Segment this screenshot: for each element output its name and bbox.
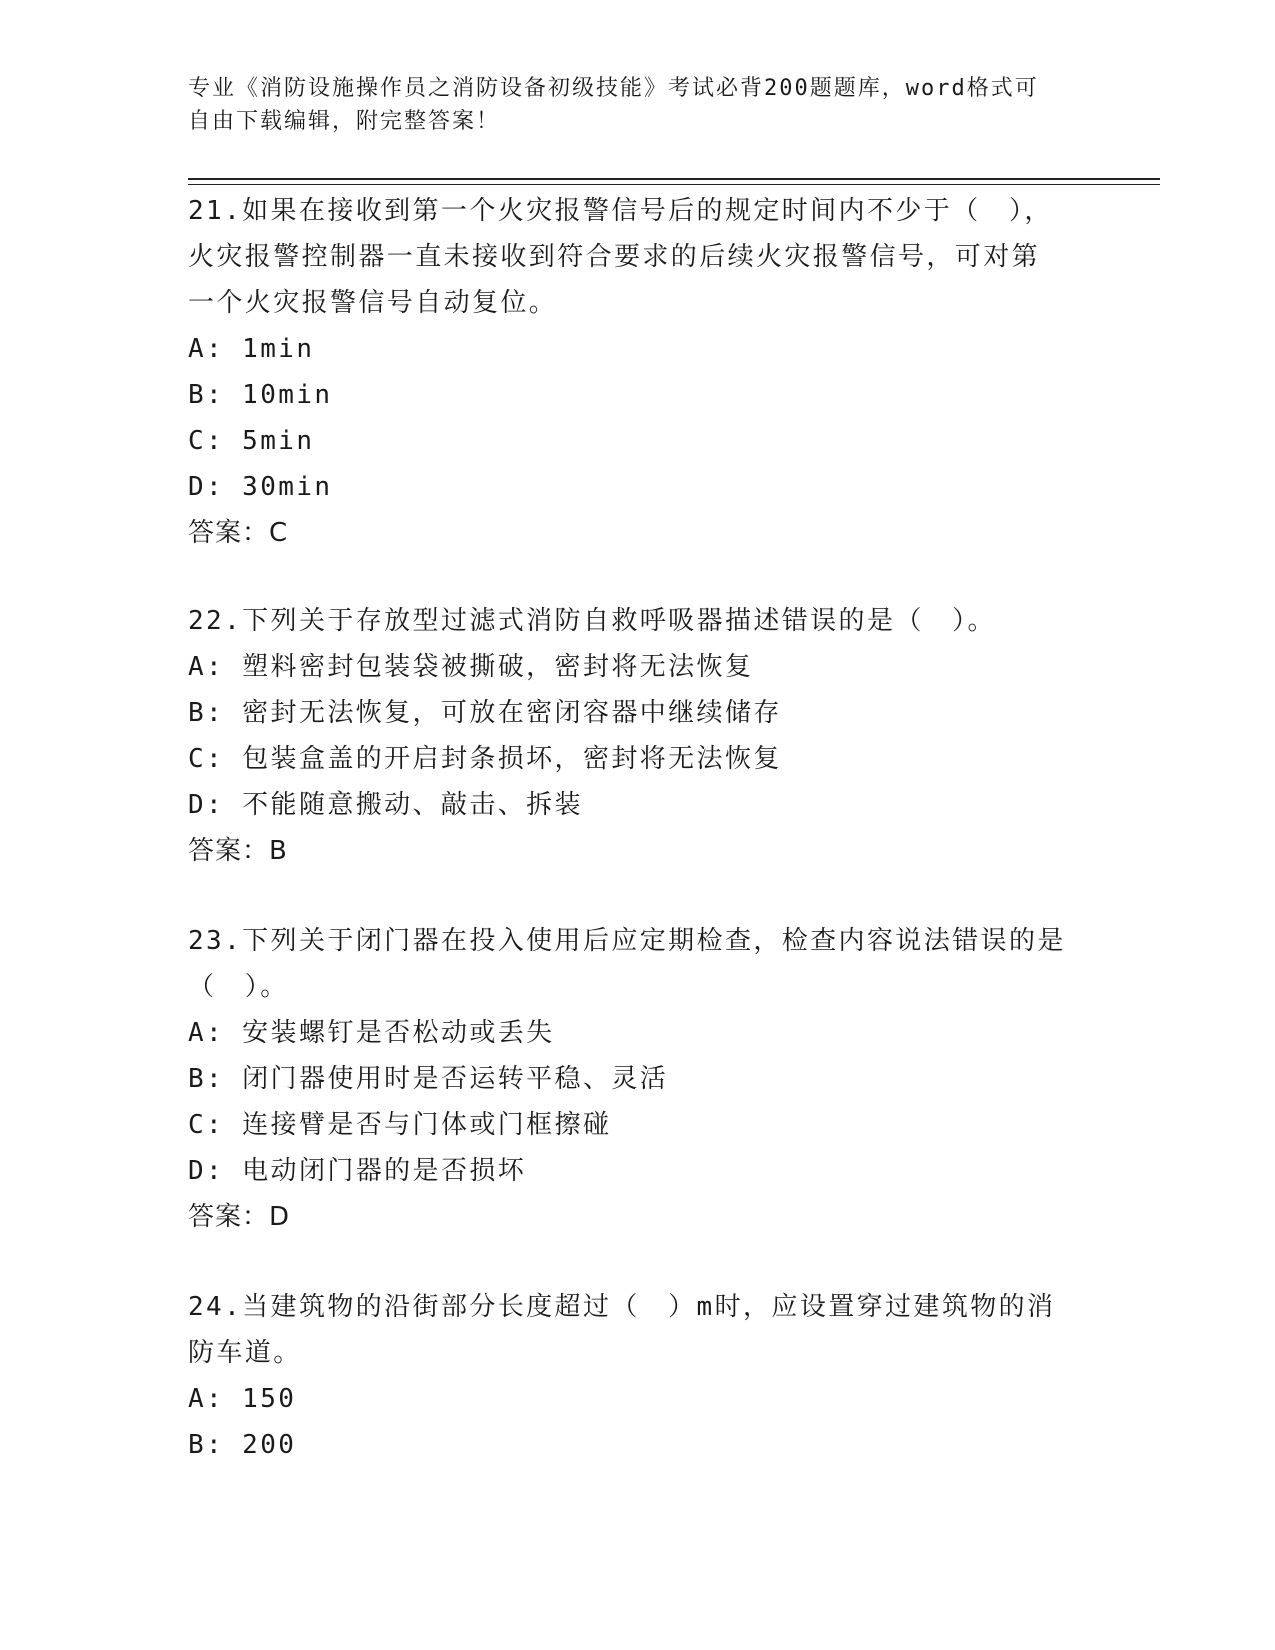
option-a: A: 150 [188, 1384, 297, 1414]
answer: 答案：D [188, 1202, 291, 1232]
question-22 [188, 598, 1088, 874]
option-b: B: 密封无法恢复，可放在密闭容器中继续储存 [188, 698, 782, 728]
header-title-line-2: 自由下载编辑，附完整答案！ [188, 109, 501, 134]
header-title-line-1: 专业《消防设施操作员之消防设备初级技能》考试必背200题题库，word格式可 [188, 76, 1039, 101]
option-b: B: 200 [188, 1430, 297, 1460]
option-b: B: 闭门器使用时是否运转平稳、灵活 [188, 1064, 669, 1094]
option-d: D: 不能随意搬动、敲击、拆装 [188, 790, 583, 820]
option-a: A: 1min [188, 334, 315, 364]
question-stem-line: 火灾报警控制器一直未接收到符合要求的后续火灾报警信号，可对第 [188, 242, 1041, 272]
option-c: C: 连接臂是否与门体或门框擦碰 [188, 1110, 612, 1140]
option-d: D: 电动闭门器的是否损坏 [188, 1156, 527, 1186]
option-d: D: 30min [188, 472, 333, 502]
option-a: A: 安装螺钉是否松动或丢失 [188, 1018, 555, 1048]
option-a: A: 塑料密封包装袋被撕破，密封将无法恢复 [188, 652, 754, 682]
question-stem-line: 防车道。 [188, 1338, 302, 1368]
question-stem-line: 23.下列关于闭门器在投入使用后应定期检查，检查内容说法错误的是 [188, 926, 1066, 956]
question-stem-line: 一个火灾报警信号自动复位。 [188, 288, 558, 318]
question-stem-line: （ ）。 [188, 972, 289, 1002]
option-b: B: 10min [188, 380, 333, 410]
question-21 [188, 188, 1088, 556]
answer: 答案：C [188, 518, 289, 548]
question-stem-line: 21.如果在接收到第一个火灾报警信号后的规定时间内不少于（ ）， [188, 196, 1053, 226]
option-c: C: 5min [188, 426, 315, 456]
header-divider [188, 178, 1160, 185]
question-stem-line: 22.下列关于存放型过滤式消防自救呼吸器描述错误的是（ ）。 [188, 606, 996, 636]
document-header [188, 72, 1068, 138]
answer: 答案：B [188, 836, 288, 866]
option-c: C: 包装盒盖的开启封条损坏，密封将无法恢复 [188, 744, 782, 774]
question-23 [188, 918, 1088, 1240]
question-24 [188, 1284, 1088, 1468]
question-stem-line: 24.当建筑物的沿街部分长度超过（ ）m时，应设置穿过建筑物的消 [188, 1292, 1056, 1322]
